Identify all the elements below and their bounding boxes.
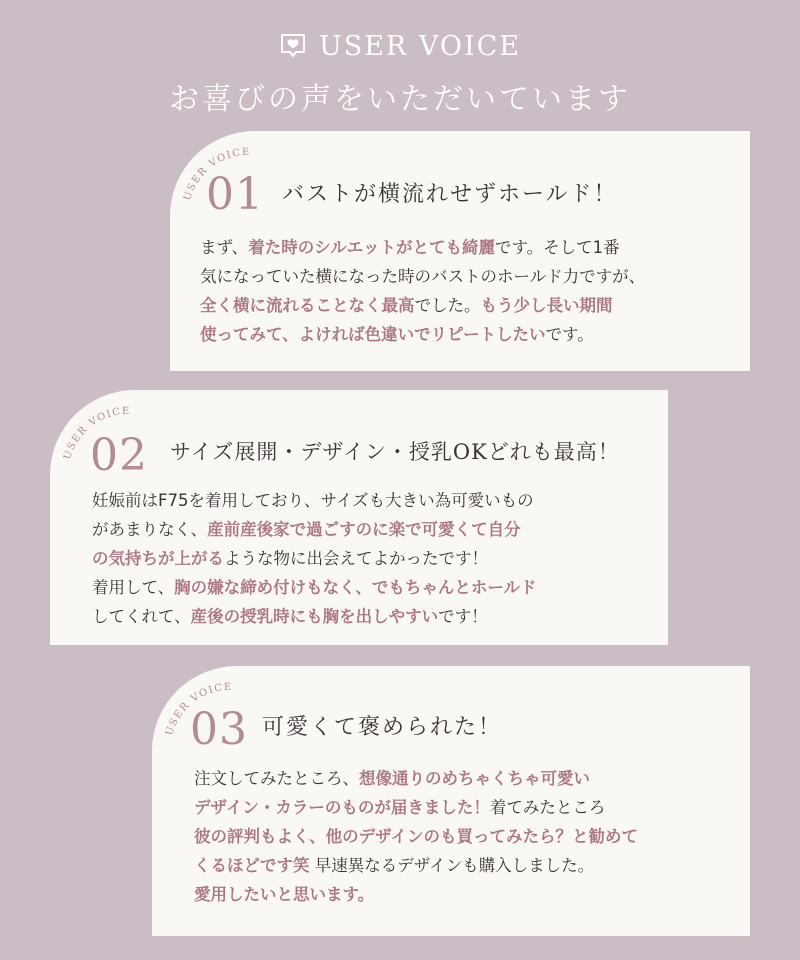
voice-title: サイズ展開・デザイン・授乳OKどれも最高！ [170,440,620,464]
body-text: 早速異なるデザインも購入しました。 [309,856,595,875]
body-text: です！ [438,607,488,626]
body-line [92,515,537,544]
body-text: でした。 [414,296,481,315]
voice-body [92,486,537,631]
body-line [92,602,537,631]
body-line [200,320,645,349]
highlight-text: 彼の評判もよく、他のデザインのも買ってみたら？と勧めて [194,827,639,846]
highlight-text: 産後の授乳時にも胸を出しやすい [190,607,439,626]
header-subtitle: お喜びの声をいただいています [169,82,631,117]
body-text: 注文してみたところ、 [194,769,359,788]
voice-title: バストが横流れせずホールド！ [282,182,618,207]
highlight-text: 使ってみて、よければ色違いでリピートしたい [200,325,546,344]
body-text: してくれて、 [92,607,191,626]
badge-text: USER VOICE [164,681,233,737]
body-line [92,573,537,602]
highlight-text: くるほどです笑 [194,856,310,875]
voice-card-3 [152,666,750,936]
body-text: があまりなく、 [92,520,208,539]
badge-text: USER VOICE [182,146,251,202]
highlight-text: 胸の嫌な締め付けもなく、でもちゃんとホールド [174,578,537,597]
body-line [194,851,638,880]
badge-text: USER VOICE [62,405,131,461]
voice-title: 可愛くて褒められた！ [262,715,503,740]
body-text: 着てみたところ [489,798,606,817]
body-line [194,793,638,822]
body-line [194,764,638,793]
heart-speech-bubble-icon [279,32,307,60]
body-line [194,822,638,851]
highlight-text: もう少し長い期間 [480,296,613,315]
voice-body [194,764,638,909]
body-line [200,233,645,262]
voice-number: 03 [190,704,248,755]
body-text: 着用して、 [92,578,175,597]
body-text: 妊娠前はF75を着用しており、サイズも大きい為可愛いもの [92,491,534,510]
body-text: です。 [545,325,594,344]
body-text: ような物に出会えてよかったです！ [224,549,488,568]
voice-number: 01 [206,169,264,220]
voice-card-2 [50,390,668,645]
highlight-text: 愛用したいと思います。 [194,885,375,904]
body-line [92,486,537,515]
voice-body [200,233,645,349]
highlight-text: デザイン・カラーのものが届きました！ [194,798,490,817]
highlight-text: 全く横に流れることなく最高 [200,296,415,315]
body-text: です。そして1番 [494,238,620,257]
body-line [200,262,645,291]
body-text: 気になっていた横になった時のバストのホールド力ですが、 [200,267,646,286]
header-title-text: USER VOICE [318,30,522,62]
voice-card-1 [170,131,750,371]
body-text: まず、 [200,238,249,257]
highlight-text: 着た時のシルエットがとても綺麗 [248,238,495,257]
body-line [92,544,537,573]
voice-number: 02 [90,430,148,481]
highlight-text: 産前産後家で過ごすのに楽で可愛くて自分 [207,520,521,539]
highlight-text: の気持ちが上がる [92,549,224,568]
body-line [194,880,638,909]
highlight-text: 想像通りのめちゃくちゃ可愛い [359,769,590,788]
page-header [0,0,800,130]
header-title [0,26,800,66]
body-line [200,291,645,320]
